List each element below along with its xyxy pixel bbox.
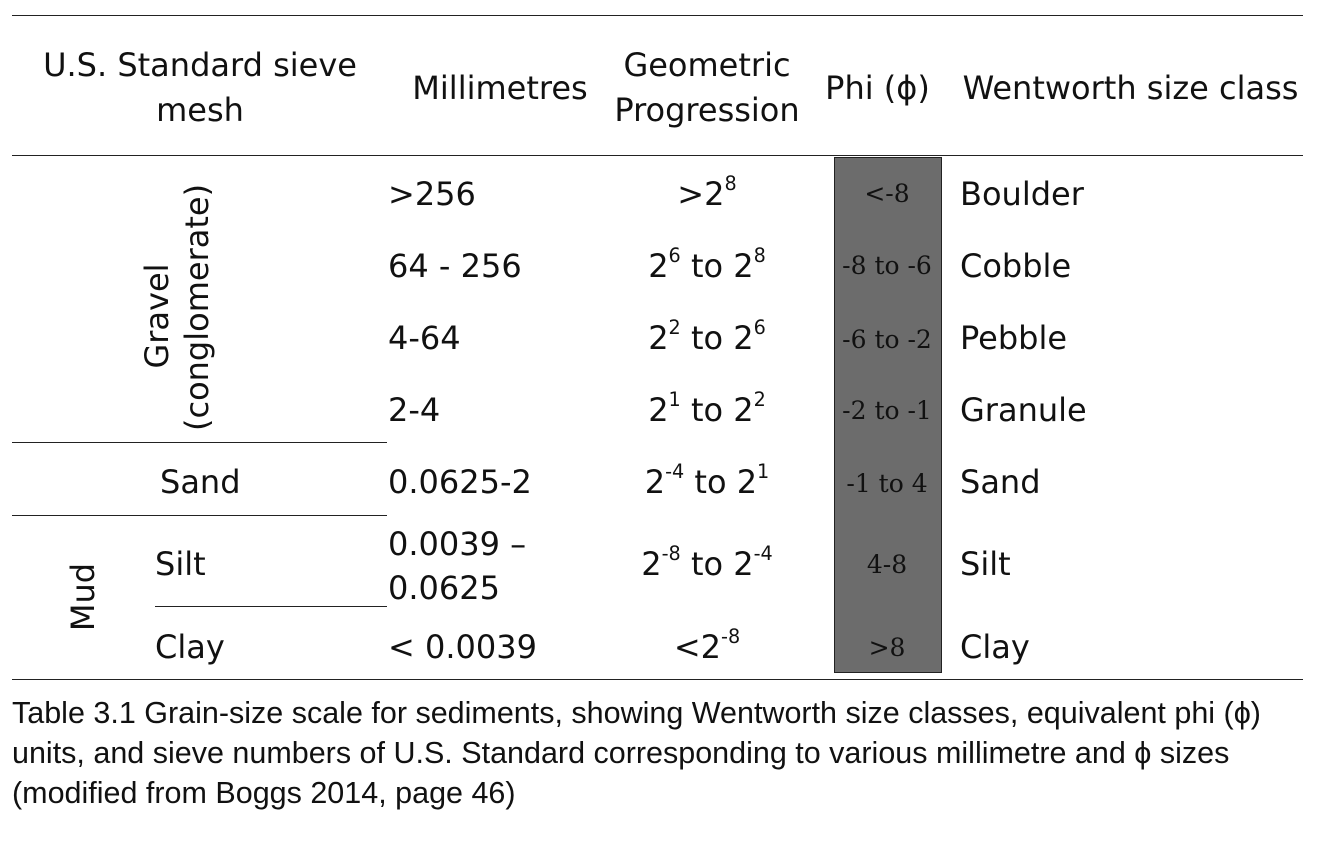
group-gravel-label bbox=[137, 183, 217, 431]
row-pebble-mm: 4-64 bbox=[388, 319, 461, 357]
row-sand-geo: $2^{-4}$ to $2^1$ bbox=[644, 460, 770, 501]
row-boulder-mm: >256 bbox=[388, 175, 476, 213]
gravel-label-line2: (conglomerate) bbox=[178, 183, 216, 431]
silt-clay-rule bbox=[155, 606, 387, 607]
row-pebble-geo: $2^2$ to $2^6$ bbox=[648, 316, 766, 357]
header-geometric-progression: Geometric Progression bbox=[614, 46, 800, 129]
row-granule-mm: 2-4 bbox=[388, 391, 441, 429]
header-wentworth-class: Wentworth size class bbox=[962, 69, 1299, 107]
row-boulder-class: Boulder bbox=[960, 175, 1084, 213]
row-silt-mm bbox=[388, 522, 526, 610]
group-silt-label: Silt bbox=[155, 545, 206, 583]
group-mud-label: Mud bbox=[64, 562, 102, 632]
row-granule-geo: $2^1$ to $2^2$ bbox=[648, 388, 766, 429]
sand-mud-rule bbox=[12, 515, 387, 516]
row-clay-geo: $<2^{-8}$ bbox=[673, 625, 741, 666]
row-granule-phi: -2 to -1 bbox=[842, 396, 932, 425]
table-caption: Table 3.1 Grain-size scale for sediments, showing Wentworth size classes, equivalent phi (ϕ) units, and sieve numbers of U.S. Standard corresponding to various millimetre and ϕ sizes (modified from Boggs 2014, page 46) bbox=[12, 696, 1261, 810]
row-silt-mm-line1: 0.0039 – bbox=[388, 525, 527, 563]
row-clay-mm: < 0.0039 bbox=[388, 628, 537, 666]
group-clay-label: Clay bbox=[155, 628, 225, 666]
row-silt-phi: 4-8 bbox=[866, 550, 908, 579]
header-bottom-rule bbox=[12, 155, 1303, 156]
row-cobble-phi: -8 to -6 bbox=[842, 251, 932, 280]
group-sand-label: Sand bbox=[160, 463, 241, 501]
row-clay-class: Clay bbox=[960, 628, 1030, 666]
header-sieve: U.S. Standard sieve mesh bbox=[43, 46, 357, 129]
row-cobble-mm: 64 - 256 bbox=[388, 247, 522, 285]
row-boulder-phi: <-8 bbox=[864, 179, 910, 208]
gravel-sand-rule bbox=[12, 442, 387, 443]
row-silt-mm-line2: 0.0625 bbox=[388, 569, 500, 607]
header-phi: Phi (ϕ) bbox=[825, 69, 930, 107]
row-cobble-geo: $2^6$ to $2^8$ bbox=[648, 244, 766, 285]
row-cobble-class: Cobble bbox=[960, 247, 1072, 285]
table-top-rule bbox=[12, 15, 1303, 16]
row-clay-phi: >8 bbox=[868, 633, 906, 662]
row-silt-geo: $2^{-8}$ to $2^{-4}$ bbox=[641, 542, 773, 583]
gravel-label-line1: Gravel bbox=[138, 263, 176, 369]
header-millimetres: Millimetres bbox=[412, 69, 588, 107]
row-sand-phi: -1 to 4 bbox=[846, 469, 928, 498]
row-pebble-phi: -6 to -2 bbox=[842, 325, 932, 354]
table-bottom-rule bbox=[12, 679, 1303, 680]
row-sand-mm: 0.0625-2 bbox=[388, 463, 532, 501]
row-silt-class: Silt bbox=[960, 545, 1011, 583]
row-pebble-class: Pebble bbox=[960, 319, 1068, 357]
row-boulder-geo: $>2^8$ bbox=[677, 172, 737, 213]
row-granule-class: Granule bbox=[960, 391, 1087, 429]
row-sand-class: Sand bbox=[960, 463, 1041, 501]
